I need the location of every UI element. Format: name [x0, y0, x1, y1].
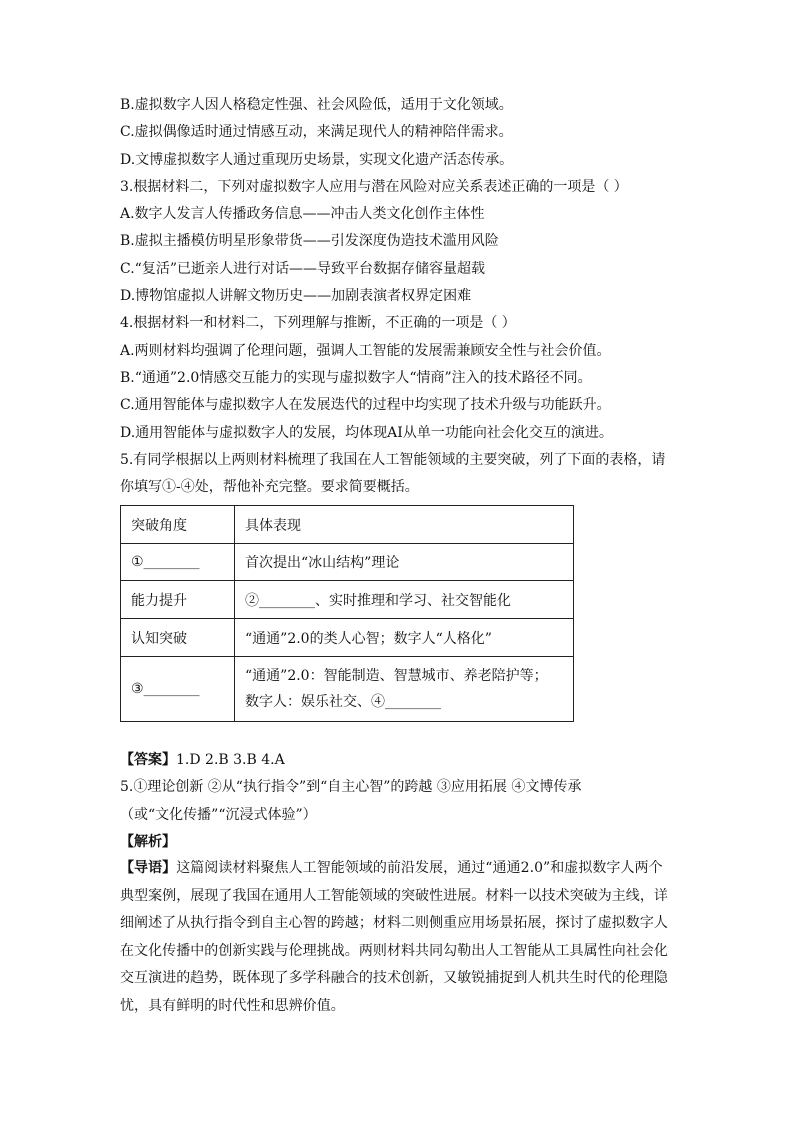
table-cell-detail: “通通”2.0的类人心智；数字人“人格化” [235, 619, 574, 657]
option-c-q3: C.“复活”已逝亲人进行对话——导致平台数据存储容量超载 [120, 261, 485, 277]
guide-text: 这篇阅读材料聚焦人工智能领域的前沿发展，通过“通通2.0”和虚拟数字人两个典型案例，展现了我国在通用人工智能领域的突破性进展。材料一以技术突破为主线，详细阐述了从执行指令到自主心智的跨越；材料二则侧重应用场景拓展，探讨了虚拟数字人在文化传播中的创新实践与伦理挑战。两则材料共同勾勒出人工智能从工具属性向社会化交互演进的趋势，既体现了多学科融合的技术创新，又敏锐捕捉到人机共生时代的伦理隐忧，具有鲜明的时代性和思辨价值。 [120, 860, 668, 1014]
answer-label: 【答案】 [120, 752, 176, 768]
table-cell-detail: 首次提出“冰山结构”理论 [235, 544, 574, 581]
option-c-q4: C.通用智能体与虚拟数字人在发展迭代的过程中均实现了技术升级与功能跃升。 [120, 397, 611, 413]
analysis-label: 【解析】 [120, 834, 176, 850]
answer-line-2: 5.①理论创新 ②从“执行指令”到“自主心智”的跨越 ③应用拓展 ④文博传承 [120, 779, 582, 795]
table-cell-angle: ③________ [121, 657, 235, 722]
table-cell-angle: 认知突破 [121, 619, 235, 657]
table-header-cell: 突破角度 [121, 506, 235, 544]
table-header-row [121, 506, 574, 544]
option-a-q4: A.两则材料均强调了伦理问题，强调人工智能的发展需兼顾安全性与社会价值。 [120, 343, 611, 359]
question-4: 4.根据材料一和材料二，下列理解与推断，不正确的一项是（ ） [120, 315, 516, 331]
question-5-line-2: 你填写①-④处，帮他补充完整。要求简要概括。 [120, 479, 419, 495]
breakthrough-table [120, 505, 574, 722]
table-cell-detail: ②________、实时推理和学习、社交智能化 [235, 581, 574, 619]
question-3: 3.根据材料二，下列对虚拟数字人应用与潜在风险对应关系表述正确的一项是（ ） [120, 179, 628, 195]
answer-choices: 1.D 2.B 3.B 4.A [176, 752, 285, 768]
guide-paragraph [120, 855, 676, 1020]
table-cell-angle: 能力提升 [121, 581, 235, 619]
table-row [121, 581, 574, 619]
table-header-cell: 具体表现 [235, 506, 574, 544]
table-cell-detail-line: 数字人：娱乐社交、④________ [245, 694, 441, 710]
option-a-q3: A.数字人发言人传播政务信息——冲击人类文化创作主体性 [120, 206, 485, 222]
option-b-q3: B.虚拟主播模仿明星形象带货——引发深度伪造技术滥用风险 [120, 233, 499, 249]
option-c-q2: C.虚拟偶像适时通过情感互动，来满足现代人的精神陪伴需求。 [120, 124, 513, 140]
guide-label: 【导语】 [120, 860, 177, 876]
question-5-line-1: 5.有同学根据以上两则材料梳理了我国在人工智能领域的主要突破，列了下面的表格，请 [120, 452, 666, 468]
table-cell-detail [235, 657, 574, 722]
table-cell-detail-line: “通通”2.0：智能制造、智慧城市、养老陪护等； [245, 668, 548, 684]
table-row [121, 544, 574, 581]
option-d-q4: D.通用智能体与虚拟数字人的发展，均体现AI从单一功能向社会化交互的演进。 [120, 425, 613, 441]
option-b-q2: B.虚拟数字人因人格稳定性强、社会风险低，适用于文化领域。 [120, 97, 513, 113]
option-d-q2: D.文博虚拟数字人通过重现历史场景，实现文化遗产活态传承。 [120, 152, 514, 168]
table-row [121, 657, 574, 722]
option-b-q4: B.“通通”2.0情感交互能力的实现与虚拟数字人“情商”注入的技术路径不同。 [120, 370, 592, 386]
table-cell-angle: ①________ [121, 544, 235, 581]
answer-line-3: （或“文化传播”“沉浸式体验”） [120, 807, 317, 823]
option-d-q3: D.博物馆虚拟人讲解文物历史——加剧表演者权界定困难 [120, 288, 472, 304]
answer-line-1 [120, 750, 700, 770]
table-row [121, 619, 574, 657]
